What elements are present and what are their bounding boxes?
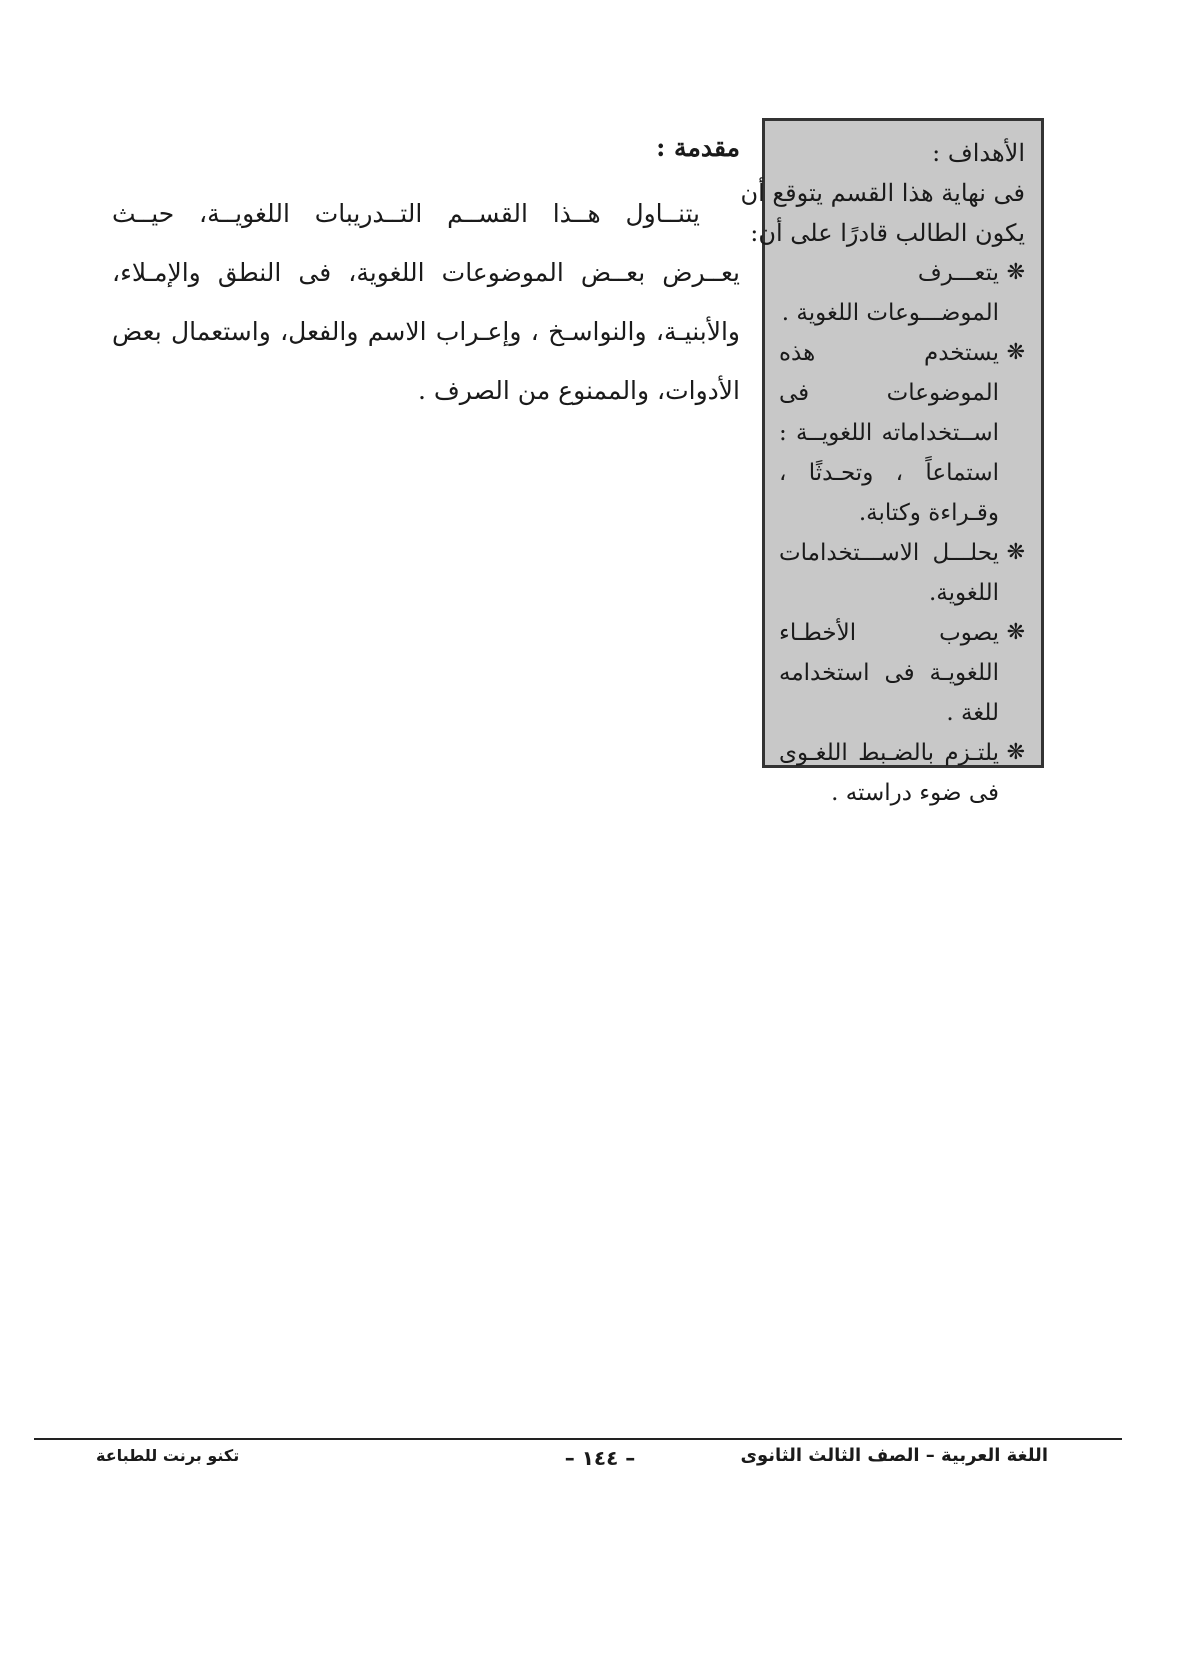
objectives-intro-line-2: يكون الطالب قادرًا على أن: — [750, 219, 1025, 247]
introduction-heading: مقدمة : — [656, 133, 740, 162]
objective-text: يتعـــرف الموضـــوعات اللغوية . — [781, 260, 999, 326]
objectives-title: الأهداف : — [932, 139, 1025, 167]
asterisk-bullet-icon: ❋ — [1006, 340, 1025, 365]
asterisk-bullet-icon: ❋ — [1006, 260, 1025, 285]
objective-item — [779, 533, 1025, 613]
objectives-list — [779, 253, 1025, 813]
asterisk-bullet-icon: ❋ — [1006, 740, 1025, 765]
asterisk-bullet-icon: ❋ — [1006, 620, 1025, 645]
objective-text: يصوب الأخطـاء اللغويـة فى استخدامه للغة . — [779, 620, 999, 726]
footer-printer: تكنو برنت للطباعة — [96, 1446, 240, 1465]
objectives-box — [740, 118, 1044, 806]
objective-text: يلتـزم بالضـبط اللغـوى فى ضوء دراسته . — [779, 740, 999, 806]
objectives-intro-line-1: فى نهاية هذا القسم يتوقع أن — [740, 179, 1025, 207]
page-number: – ١٤٤ – — [564, 1446, 636, 1470]
objective-item — [779, 253, 1025, 333]
introduction-paragraph: يتنــاول هــذا القســم التــدريبات اللغويــة، حيــث يعــرض بعــض الموضوعات اللغوية، فى النطق والإمـلاء، والأبنيـة، والنواسـخ ، وإعـراب الاسم والفعل، واستعمال بعض الأدوات، والممنوع من الصرف . — [112, 199, 740, 405]
footer-book-title: اللغة العربية – الصف الثالث الثانوى — [740, 1445, 1048, 1466]
objective-text: يحلـــل الاســـتخدامات اللغوية. — [779, 540, 999, 606]
objective-item — [779, 613, 1025, 733]
objective-item — [779, 733, 1025, 813]
footer-divider — [34, 1438, 1122, 1440]
asterisk-bullet-icon: ❋ — [1006, 540, 1025, 565]
objective-text: يستخدم هذه الموضوعات فى اســتخداماته اللغويــة : استماعاً ، وتحـدثًا ، وقـراءة وكتابة. — [779, 340, 999, 526]
objective-item — [779, 333, 1025, 533]
